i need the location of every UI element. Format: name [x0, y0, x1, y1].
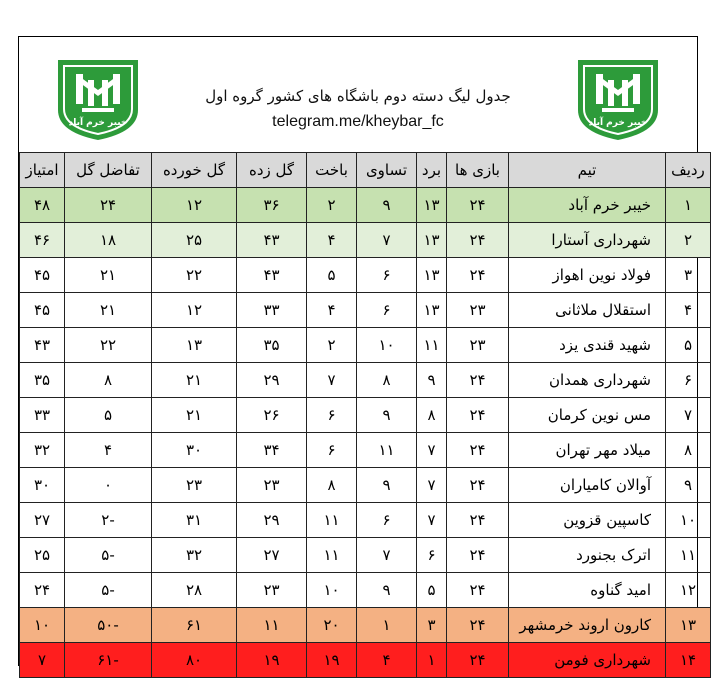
cell-goals-against: ۳۰ [152, 433, 237, 468]
cell-rank: ۲ [666, 223, 711, 258]
cell-played: ۲۴ [447, 188, 509, 223]
cell-rank: ۳ [666, 258, 711, 293]
cell-lost: ۱۱ [307, 538, 357, 573]
cell-lost: ۲ [307, 188, 357, 223]
cell-lost: ۷ [307, 363, 357, 398]
cell-team: فولاد نوین اهواز [509, 258, 666, 293]
standings-card [18, 36, 705, 669]
cell-drawn: ۱۱ [357, 433, 417, 468]
cell-goals-for: ۲۳ [237, 468, 307, 503]
cell-goal-difference: -۵ [65, 573, 152, 608]
col-played: بازی ها [447, 153, 509, 188]
table-row [20, 573, 711, 608]
cell-drawn: ۶ [357, 293, 417, 328]
standings-table [19, 152, 711, 678]
cell-goals-against: ۱۳ [152, 328, 237, 363]
table-row [20, 363, 711, 398]
cell-goal-difference: ۴ [65, 433, 152, 468]
cell-lost: ۱۹ [307, 643, 357, 678]
cell-drawn: ۶ [357, 258, 417, 293]
cell-goals-against: ۲۸ [152, 573, 237, 608]
cell-played: ۲۳ [447, 293, 509, 328]
cell-drawn: ۴ [357, 643, 417, 678]
cell-played: ۲۴ [447, 223, 509, 258]
cell-goals-for: ۲۳ [237, 573, 307, 608]
cell-rank: ۹ [666, 468, 711, 503]
table-row [20, 538, 711, 573]
table-row [20, 398, 711, 433]
cell-goals-against: ۶۱ [152, 608, 237, 643]
cell-team: شهید قندی یزد [509, 328, 666, 363]
cell-goal-difference: ۸ [65, 363, 152, 398]
cell-goals-against: ۲۵ [152, 223, 237, 258]
cell-drawn: ۹ [357, 398, 417, 433]
cell-team: شهرداری همدان [509, 363, 666, 398]
cell-won: ۱۱ [417, 328, 447, 363]
cell-points: ۴۵ [20, 293, 65, 328]
cell-drawn: ۸ [357, 363, 417, 398]
cell-goals-for: ۲۹ [237, 363, 307, 398]
cell-goal-difference: -۲ [65, 503, 152, 538]
cell-goal-difference: ۲۱ [65, 293, 152, 328]
cell-goals-against: ۲۳ [152, 468, 237, 503]
cell-played: ۲۴ [447, 258, 509, 293]
table-row [20, 433, 711, 468]
table-row [20, 258, 711, 293]
table-row [20, 293, 711, 328]
cell-team: مس نوین کرمان [509, 398, 666, 433]
cell-goal-difference: -۵ [65, 538, 152, 573]
cell-points: ۴۶ [20, 223, 65, 258]
cell-points: ۲۵ [20, 538, 65, 573]
cell-rank: ۱۱ [666, 538, 711, 573]
club-logo-right [572, 52, 664, 142]
cell-won: ۳ [417, 608, 447, 643]
cell-goal-difference: ۲۱ [65, 258, 152, 293]
cell-goal-difference: -۵۰ [65, 608, 152, 643]
cell-goals-against: ۲۱ [152, 363, 237, 398]
cell-rank: ۵ [666, 328, 711, 363]
cell-goals-against: ۳۲ [152, 538, 237, 573]
cell-drawn: ۹ [357, 468, 417, 503]
cell-won: ۱۳ [417, 223, 447, 258]
cell-goals-against: ۱۲ [152, 293, 237, 328]
cell-team: شهرداری فومن [509, 643, 666, 678]
cell-goal-difference: ۲۲ [65, 328, 152, 363]
cell-points: ۷ [20, 643, 65, 678]
telegram-link[interactable]: telegram.me/kheybar_fc [272, 113, 444, 130]
cell-points: ۲۷ [20, 503, 65, 538]
cell-drawn: ۷ [357, 538, 417, 573]
cell-goal-difference: ۵ [65, 398, 152, 433]
col-drawn: تساوی [357, 153, 417, 188]
col-won: برد [417, 153, 447, 188]
cell-team: میلاد مهر تهران [509, 433, 666, 468]
cell-rank: ۱۴ [666, 643, 711, 678]
cell-points: ۳۲ [20, 433, 65, 468]
cell-played: ۲۴ [447, 573, 509, 608]
cell-lost: ۱۱ [307, 503, 357, 538]
cell-lost: ۴ [307, 223, 357, 258]
col-goal-difference: تفاضل گل [65, 153, 152, 188]
cell-played: ۲۴ [447, 433, 509, 468]
cell-points: ۴۳ [20, 328, 65, 363]
table-row [20, 468, 711, 503]
cell-goals-against: ۸۰ [152, 643, 237, 678]
cell-drawn: ۷ [357, 223, 417, 258]
cell-rank: ۱۰ [666, 503, 711, 538]
col-rank: ردیف [666, 153, 711, 188]
cell-rank: ۴ [666, 293, 711, 328]
cell-team: کاسپین قزوین [509, 503, 666, 538]
cell-played: ۲۴ [447, 398, 509, 433]
cell-won: ۱ [417, 643, 447, 678]
cell-won: ۱۳ [417, 293, 447, 328]
col-lost: باخت [307, 153, 357, 188]
cell-lost: ۶ [307, 398, 357, 433]
header [19, 37, 697, 151]
table-header-row [20, 153, 711, 188]
cell-points: ۳۵ [20, 363, 65, 398]
col-points: امتیاز [20, 153, 65, 188]
cell-rank: ۱۲ [666, 573, 711, 608]
cell-goals-against: ۲۲ [152, 258, 237, 293]
cell-goals-for: ۳۵ [237, 328, 307, 363]
cell-team: کارون اروند خرمشهر [509, 608, 666, 643]
cell-played: ۲۳ [447, 328, 509, 363]
cell-lost: ۸ [307, 468, 357, 503]
cell-goals-for: ۳۶ [237, 188, 307, 223]
cell-goal-difference: ۱۸ [65, 223, 152, 258]
cell-points: ۱۰ [20, 608, 65, 643]
cell-goals-for: ۳۴ [237, 433, 307, 468]
cell-goal-difference: ۲۴ [65, 188, 152, 223]
col-team: تیم [509, 153, 666, 188]
cell-drawn: ۶ [357, 503, 417, 538]
cell-lost: ۶ [307, 433, 357, 468]
cell-played: ۲۴ [447, 468, 509, 503]
club-logo-left [52, 52, 144, 142]
table-row [20, 608, 711, 643]
cell-played: ۲۴ [447, 363, 509, 398]
cell-points: ۲۴ [20, 573, 65, 608]
cell-goals-for: ۲۶ [237, 398, 307, 433]
cell-won: ۷ [417, 433, 447, 468]
cell-rank: ۱ [666, 188, 711, 223]
cell-won: ۷ [417, 468, 447, 503]
cell-lost: ۲۰ [307, 608, 357, 643]
cell-drawn: ۹ [357, 188, 417, 223]
cell-rank: ۷ [666, 398, 711, 433]
cell-goals-against: ۲۱ [152, 398, 237, 433]
cell-won: ۶ [417, 538, 447, 573]
cell-goals-against: ۱۲ [152, 188, 237, 223]
cell-goals-for: ۳۳ [237, 293, 307, 328]
cell-team: استقلال ملاثانی [509, 293, 666, 328]
cell-won: ۵ [417, 573, 447, 608]
table-title: جدول لیگ دسته دوم باشگاه های کشور گروه اول [205, 87, 511, 105]
cell-goals-for: ۴۳ [237, 223, 307, 258]
table-row [20, 643, 711, 678]
cell-rank: ۸ [666, 433, 711, 468]
cell-goals-for: ۱۱ [237, 608, 307, 643]
cell-goal-difference: -۶۱ [65, 643, 152, 678]
cell-points: ۳۰ [20, 468, 65, 503]
cell-goals-for: ۲۹ [237, 503, 307, 538]
cell-rank: ۶ [666, 363, 711, 398]
cell-played: ۲۴ [447, 538, 509, 573]
cell-played: ۲۴ [447, 643, 509, 678]
cell-won: ۱۳ [417, 188, 447, 223]
cell-goals-against: ۳۱ [152, 503, 237, 538]
cell-team: خیبر خرم آباد [509, 188, 666, 223]
cell-team: اترک بجنورد [509, 538, 666, 573]
cell-won: ۸ [417, 398, 447, 433]
cell-rank: ۱۳ [666, 608, 711, 643]
svg-text:خیبر خرم آباد: خیبر خرم آباد [68, 118, 128, 128]
table-row [20, 188, 711, 223]
cell-team: آوالان کامیاران [509, 468, 666, 503]
cell-goals-for: ۱۹ [237, 643, 307, 678]
cell-lost: ۴ [307, 293, 357, 328]
cell-team: امید گناوه [509, 573, 666, 608]
cell-drawn: ۱ [357, 608, 417, 643]
table-row [20, 503, 711, 538]
cell-won: ۷ [417, 503, 447, 538]
cell-played: ۲۴ [447, 608, 509, 643]
cell-won: ۹ [417, 363, 447, 398]
cell-team: شهرداری آستارا [509, 223, 666, 258]
cell-goals-for: ۴۳ [237, 258, 307, 293]
cell-goals-for: ۲۷ [237, 538, 307, 573]
cell-points: ۳۳ [20, 398, 65, 433]
table-row [20, 223, 711, 258]
cell-lost: ۵ [307, 258, 357, 293]
cell-points: ۴۵ [20, 258, 65, 293]
cell-lost: ۲ [307, 328, 357, 363]
col-goals-against: گل خورده [152, 153, 237, 188]
col-goals-for: گل زده [237, 153, 307, 188]
svg-text:خیبر خرم آباد: خیبر خرم آباد [588, 118, 648, 128]
cell-points: ۴۸ [20, 188, 65, 223]
table-row [20, 328, 711, 363]
cell-lost: ۱۰ [307, 573, 357, 608]
cell-goal-difference: ۰ [65, 468, 152, 503]
cell-drawn: ۹ [357, 573, 417, 608]
cell-drawn: ۱۰ [357, 328, 417, 363]
cell-won: ۱۳ [417, 258, 447, 293]
cell-played: ۲۴ [447, 503, 509, 538]
